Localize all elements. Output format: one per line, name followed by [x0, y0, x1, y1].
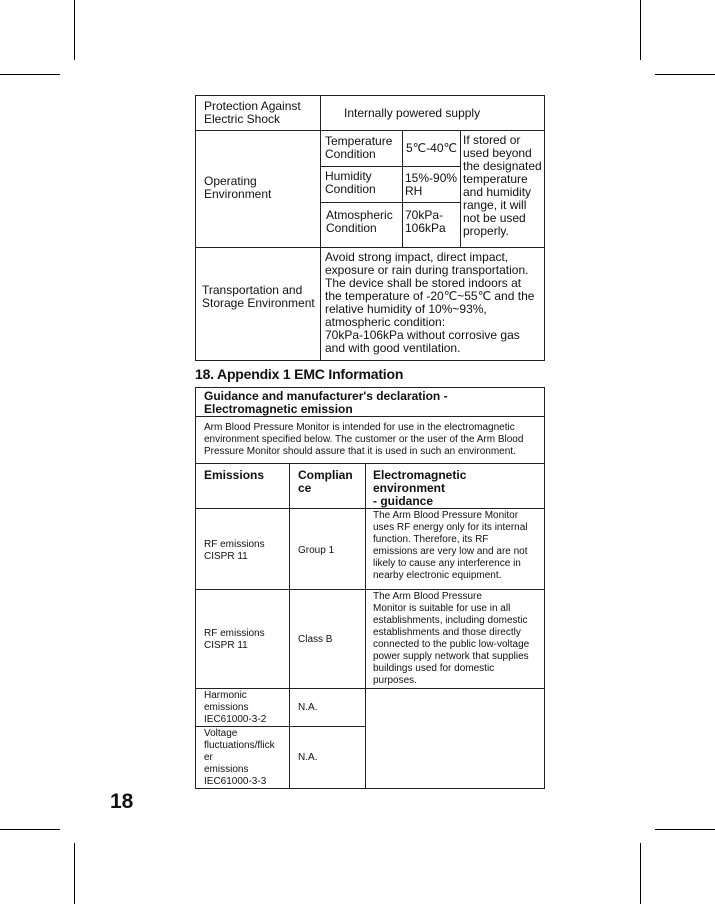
header-compliance: Complian ce [298, 468, 353, 495]
crop-mark [0, 74, 60, 75]
row1-compliance: Group 1 [298, 545, 335, 556]
crop-mark [640, 843, 641, 904]
crop-mark [640, 0, 641, 60]
operating-note: If stored or used beyond the designated temperature and humidity range, it will not be used properly. [463, 133, 542, 238]
humidity-label: Humidity Condition [325, 169, 376, 196]
crop-mark [0, 829, 60, 830]
temperature-value: 5℃-40℃ [406, 141, 457, 155]
shock-label: Protection Against Electric Shock [204, 99, 301, 126]
emc-table [195, 387, 545, 789]
crop-mark [655, 829, 715, 830]
header-environment: Electromagnetic environment - guidance [373, 468, 467, 508]
page-number: 18 [110, 790, 134, 813]
pressure-value: 70kPa- 106kPa [405, 208, 446, 235]
row4-emission: Voltage fluctuations/flick er emissions IEC61000-3-3 [204, 728, 275, 787]
emc-title: Guidance and manufacturer's declaration - Electromagnetic emission [204, 389, 448, 416]
transport-value: Avoid strong impact, direct impact, exposure or rain during transportation. The device shall be stored indoors at the temperature of -20℃~55℃ and the relative humidity of 10%~93%, atmospheric condition: 70kPa-106kPa without corrosive gas and with good ventilation. [325, 250, 535, 355]
row3-compliance: N.A. [298, 702, 318, 713]
row3-emission: Harmonic emissions IEC61000-3-2 [204, 690, 267, 725]
shock-value: Internally powered supply [344, 106, 481, 120]
crop-mark [74, 0, 75, 60]
operating-label: Operating Environment [204, 174, 272, 201]
header-emissions: Emissions [204, 468, 265, 482]
appendix-heading: 18. Appendix 1 EMC Information [195, 366, 404, 382]
row1-emission: RF emissions CISPR 11 [204, 539, 265, 562]
spec-table [195, 95, 545, 361]
temperature-label: Temperature Condition [325, 134, 393, 161]
row1-guidance: The Arm Blood Pressure Monitor uses RF energy only for its internal function. Therefore, its RF emissions are very low and are not likely to cause any interference in nearby electronic equipment. [373, 510, 528, 581]
row2-emission: RF emissions CISPR 11 [204, 628, 265, 651]
emc-intro: Arm Blood Pressure Monitor is intended for use in the electromagnetic environment specified below. The customer or the user of the Arm Blood Pressure Monitor should assure that it is used in such an environment. [204, 422, 524, 457]
crop-mark [74, 843, 75, 904]
row4-compliance: N.A. [298, 752, 318, 763]
row2-guidance: The Arm Blood Pressure Monitor is suitable for use in all establishments, including domestic establishments and those directly connected to the public low-voltage power supply network that supplies buildings used for domestic purposes. [373, 591, 530, 686]
crop-mark [655, 74, 715, 75]
transport-label: Transportation and Storage Environment [202, 283, 315, 310]
humidity-value: 15%-90% RH [405, 171, 458, 198]
row2-compliance: Class B [298, 634, 333, 645]
pressure-label: Atmospheric Condition [326, 208, 393, 235]
